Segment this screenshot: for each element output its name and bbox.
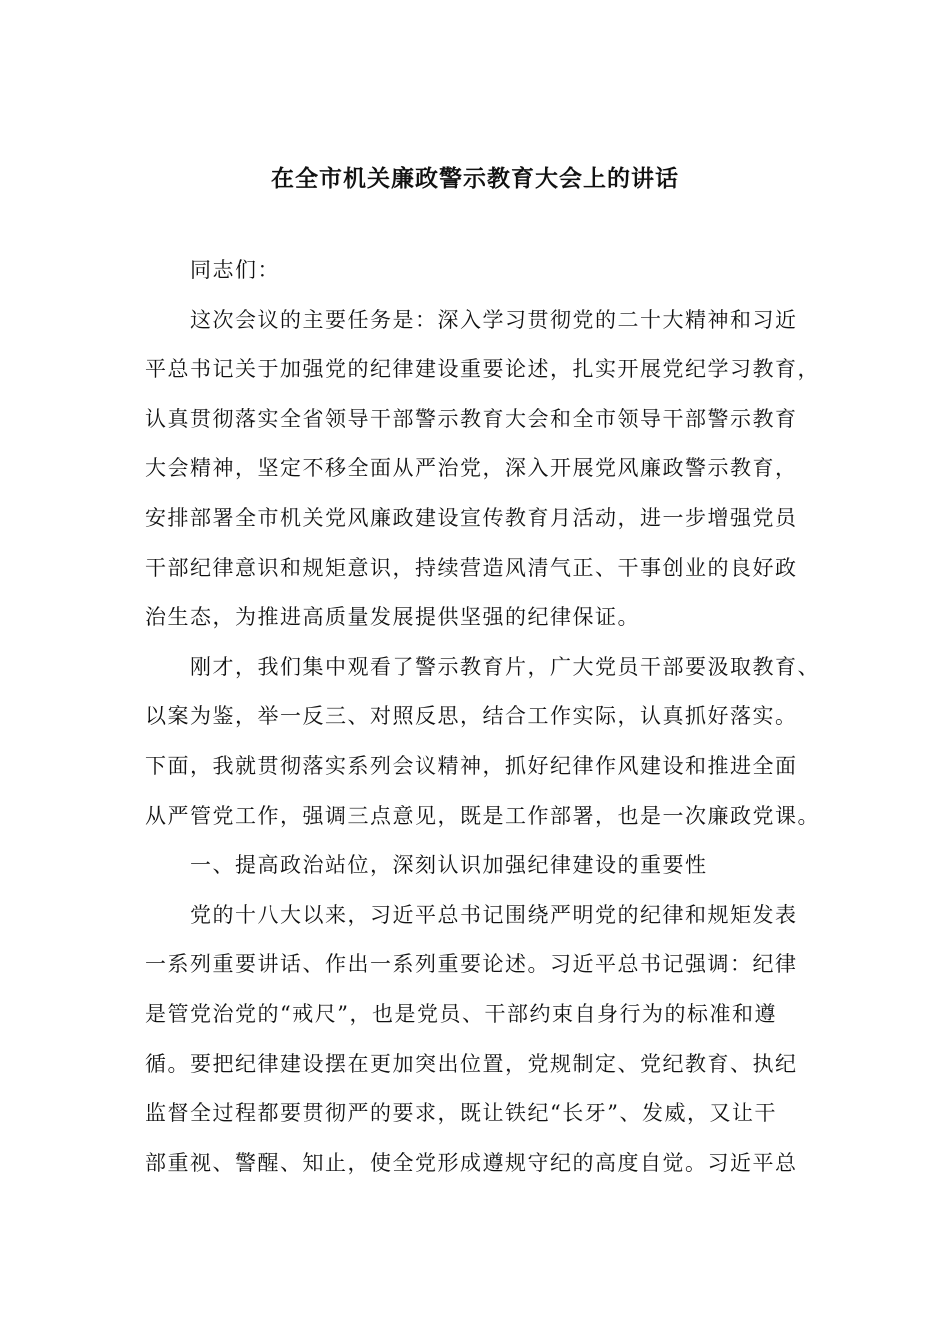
text-line: 以案为鉴，举一反三、对照反思，结合工作实际，认真抓好落实。 [145,704,798,729]
text-line: 刚才，我们集中观看了警示教育片，广大党员干部要汲取教育、 [190,654,820,679]
text-line: 从严管党工作，强调三点意见，既是工作部署，也是一次廉政党课。 [145,803,820,828]
text-line: 认真贯彻落实全省领导干部警示教育大会和全市领导干部警示教育 [145,406,798,431]
text-line: 安排部署全市机关党风廉政建设宣传教育月活动，进一步增强党员 [145,505,798,530]
text-line: 同志们： [190,258,280,282]
text-line: 大会精神，坚定不移全面从严治党，深入开展党风廉政警示教育， [145,456,798,481]
text-line: 循。要把纪律建设摆在更加突出位置，党规制定、党纪教育、执纪 [145,1051,798,1076]
text-line: 平总书记关于加强党的纪律建设重要论述，扎实开展党纪学习教育， [145,357,820,382]
document-title: 在全市机关廉政警示教育大会上的讲话 [271,165,679,192]
text-line: 这次会议的主要任务是：深入学习贯彻党的二十大精神和习近 [190,307,798,332]
text-line: 干部纪律意识和规矩意识，持续营造风清气正、干事创业的良好政 [145,555,798,580]
text-line: 下面，我就贯彻落实系列会议精神，抓好纪律作风建设和推进全面 [145,753,798,778]
section-heading: 一、提高政治站位，深刻认识加强纪律建设的重要性 [190,853,708,878]
text-line: 一系列重要讲话、作出一系列重要论述。习近平总书记强调：纪律 [145,952,798,977]
text-line: 治生态，为推进高质量发展提供坚强的纪律保证。 [145,605,640,630]
text-line: 监督全过程都要贯彻严的要求，既让铁纪“长牙”、发威，又让干 [145,1101,777,1126]
text-line: 党的十八大以来，习近平总书记围绕严明党的纪律和规矩发表 [190,902,798,927]
text-line: 部重视、警醒、知止，使全党形成遵规守纪的高度自觉。习近平总 [145,1150,798,1175]
text-line: 是管党治党的“戒尺”，也是党员、干部约束自身行为的标准和遵 [145,1001,777,1026]
document-body [145,246,825,1188]
